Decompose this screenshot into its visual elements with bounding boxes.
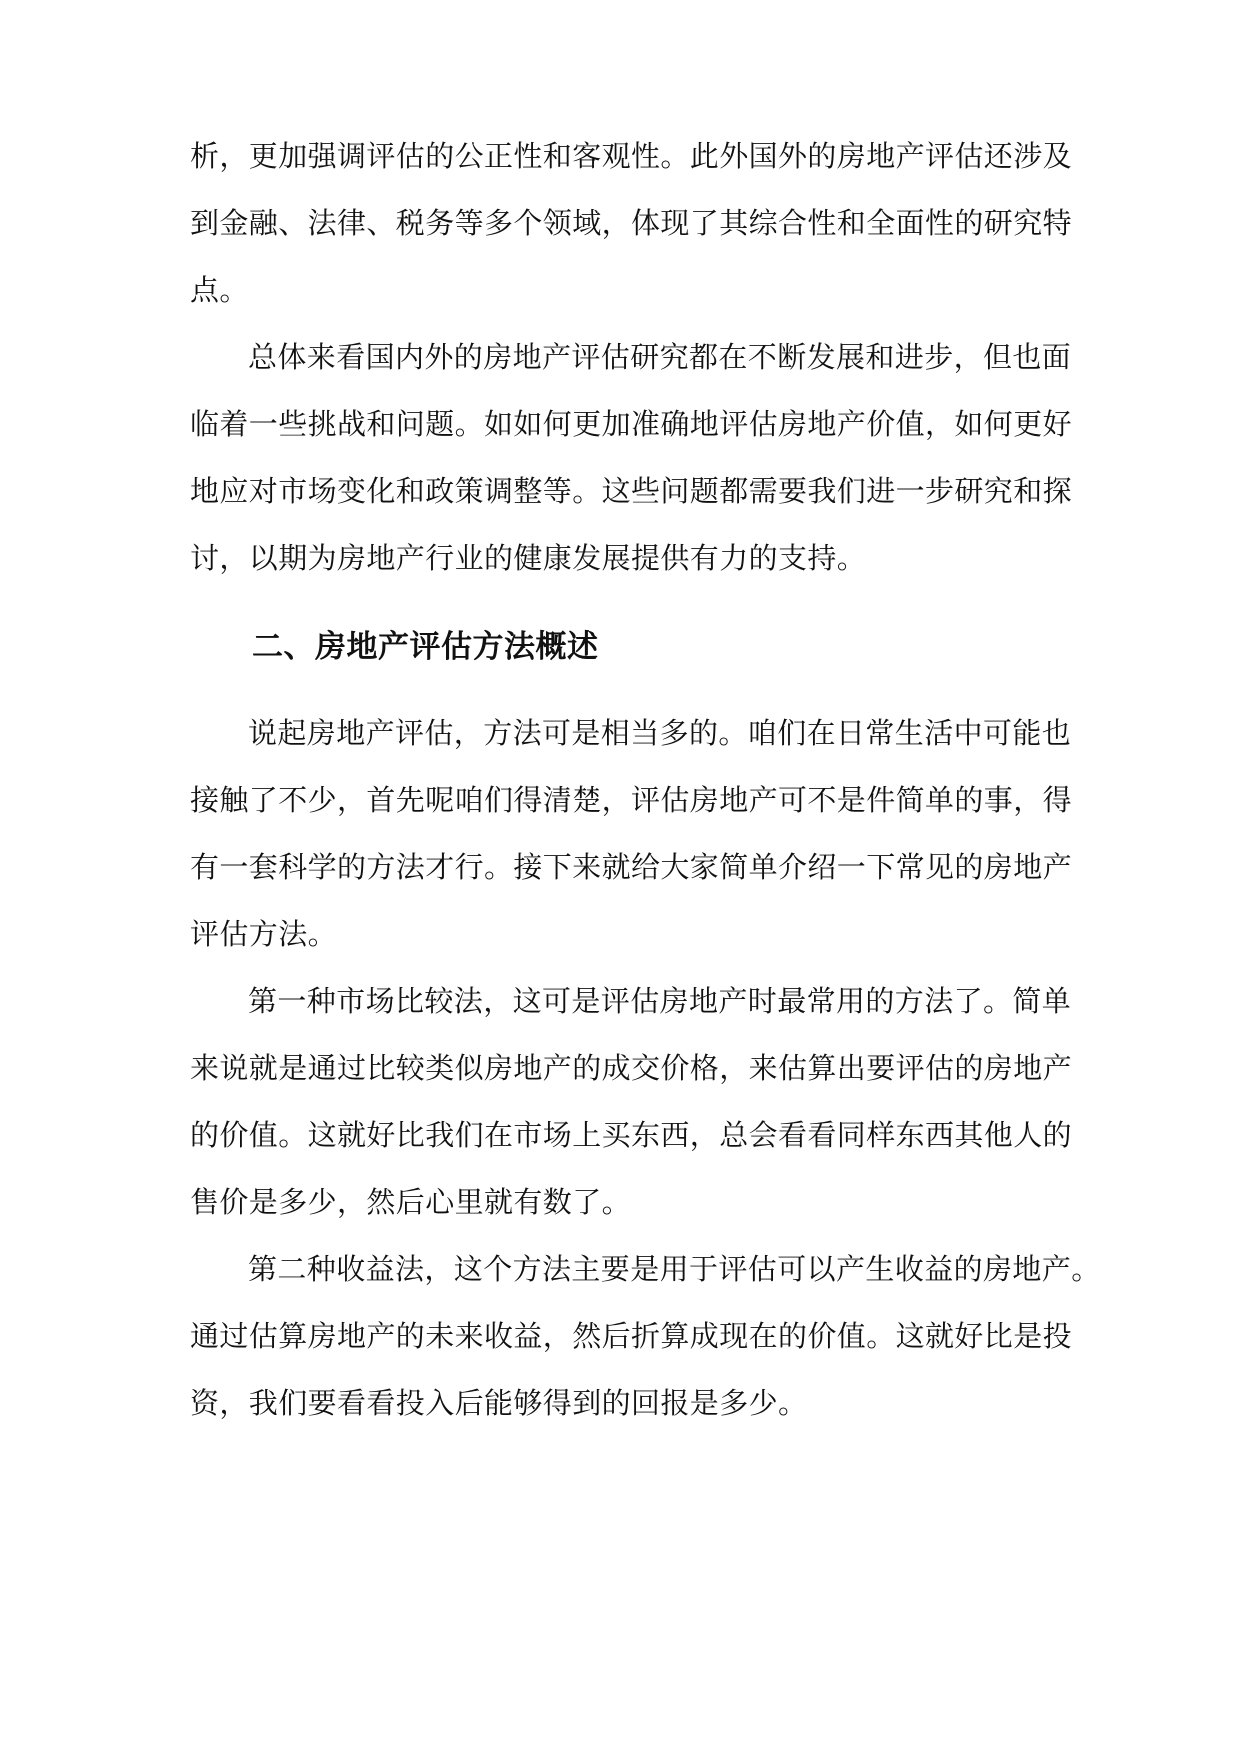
- summary-paragraph-line-1: 总体来看国内外的房地产评估研究都在不断发展和进步，但也面: [248, 340, 1072, 374]
- summary-paragraph-line-4: 讨，以期为房地产行业的健康发展提供有力的支持。: [190, 541, 867, 575]
- summary-paragraph-line-3: 地应对市场变化和政策调整等。这些问题都需要我们进一步研究和探: [190, 474, 1073, 508]
- market-comparison-line-3: 的价值。这就好比我们在市场上买东西，总会看看同样东西其他人的: [190, 1118, 1073, 1152]
- income-method-line-2: 通过估算房地产的未来收益，然后折算成现在的价值。这就好比是投: [190, 1319, 1073, 1353]
- market-comparison-line-2: 来说就是通过比较类似房地产的成交价格，来估算出要评估的房地产: [190, 1051, 1073, 1085]
- market-comparison-line-4: 售价是多少，然后心里就有数了。: [190, 1185, 632, 1219]
- income-method-line-3: 资，我们要看看投入后能够得到的回报是多少。: [190, 1386, 808, 1420]
- market-comparison-line-1: 第一种市场比较法，这可是评估房地产时最常用的方法了。简单: [248, 984, 1072, 1018]
- income-method-line-1: 第二种收益法，这个方法主要是用于评估可以产生收益的房地产。: [248, 1252, 1101, 1286]
- methods-intro-line-4: 评估方法。: [190, 917, 338, 951]
- summary-paragraph-line-2: 临着一些挑战和问题。如如何更加准确地评估房地产价值，如何更好: [190, 407, 1073, 441]
- intro-paragraph-line-2: 到金融、法律、税务等多个领域，体现了其综合性和全面性的研究特: [190, 206, 1073, 240]
- methods-intro-line-1: 说起房地产评估，方法可是相当多的。咱们在日常生活中可能也: [248, 716, 1072, 750]
- intro-paragraph-line-1: 析，更加强调评估的公正性和客观性。此外国外的房地产评估还涉及: [190, 139, 1073, 173]
- methods-intro-line-2: 接触了不少，首先呢咱们得清楚，评估房地产可不是件简单的事，得: [190, 783, 1073, 817]
- intro-paragraph-line-3: 点。: [190, 273, 249, 307]
- methods-intro-line-3: 有一套科学的方法才行。接下来就给大家简单介绍一下常见的房地产: [190, 850, 1073, 884]
- section-heading: 二、房地产评估方法概述: [252, 629, 599, 665]
